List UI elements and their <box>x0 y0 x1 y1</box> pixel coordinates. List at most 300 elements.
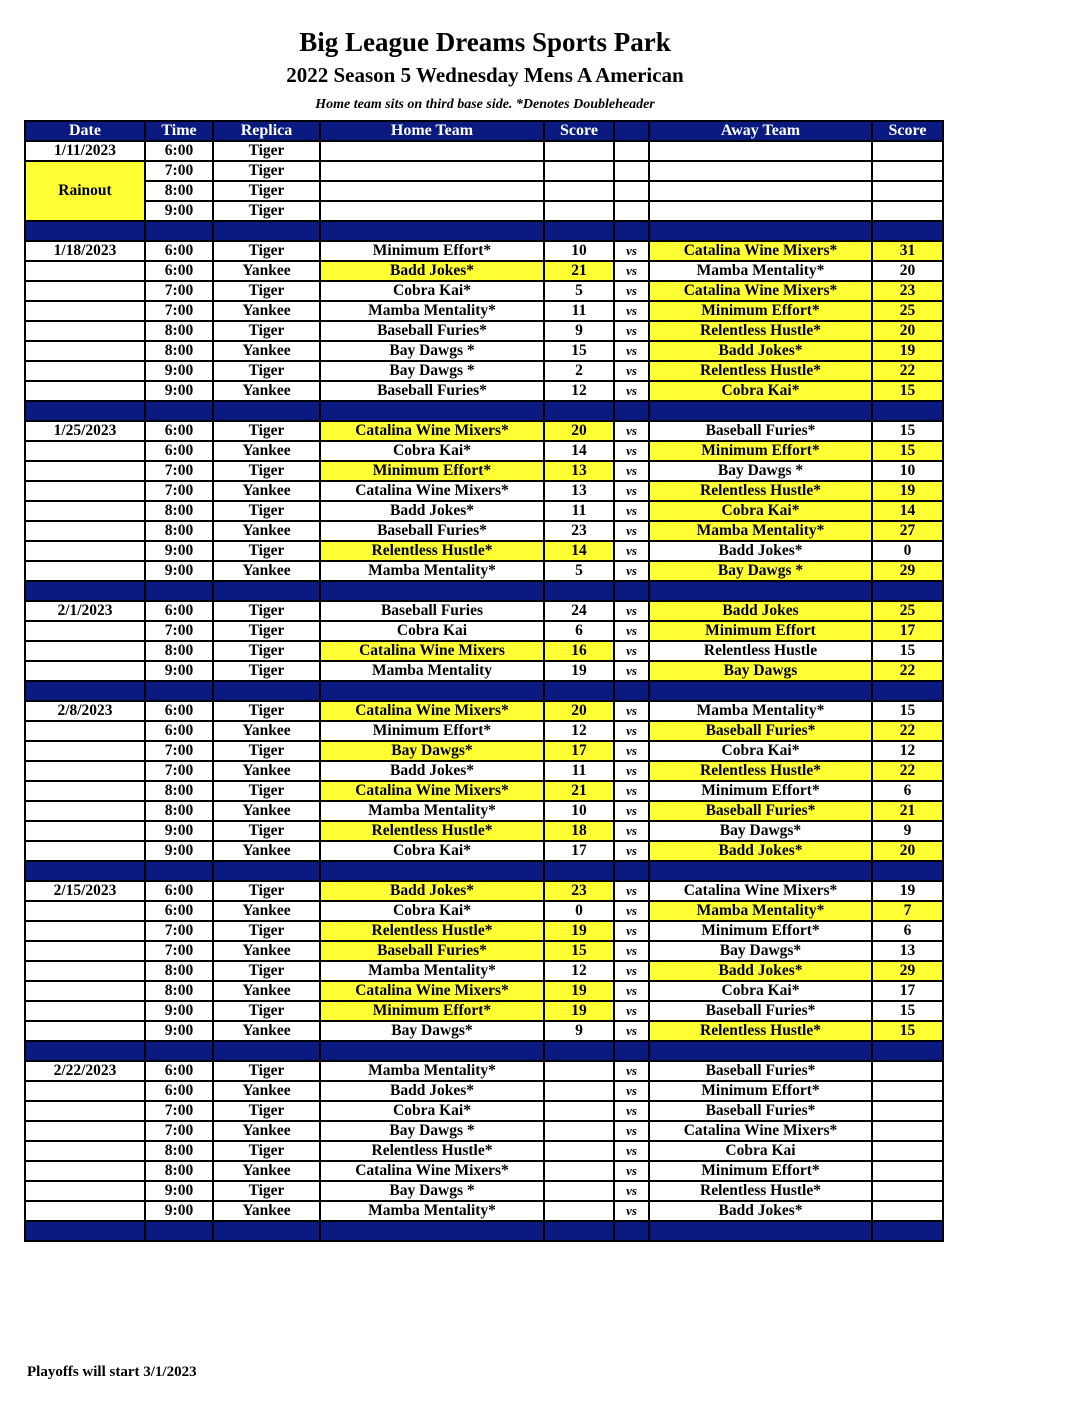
page-note: Home team sits on third base side. *Denotes Doubleheader <box>315 97 655 112</box>
vs-cell: vs <box>614 481 649 501</box>
away-score-cell <box>872 201 943 221</box>
home-team-cell: Bay Dawgs* <box>320 1021 544 1041</box>
away-score-cell: 12 <box>872 741 943 761</box>
home-score-cell: 12 <box>544 381 614 401</box>
table-row <box>25 481 943 501</box>
home-team-cell: Badd Jokes* <box>320 501 544 521</box>
home-score-cell: 16 <box>544 641 614 661</box>
date-cell <box>25 461 145 481</box>
away-score-cell <box>872 1121 943 1141</box>
away-team-cell: Baseball Furies* <box>649 721 872 741</box>
vs-cell: vs <box>614 1141 649 1161</box>
time-cell: 8:00 <box>145 521 213 541</box>
away-team-cell: Minimum Effort* <box>649 781 872 801</box>
date-cell: 1/18/2023 <box>25 241 145 261</box>
away-score-cell <box>872 1181 943 1201</box>
time-cell: 8:00 <box>145 501 213 521</box>
separator-cell <box>145 1041 213 1061</box>
separator-cell <box>145 581 213 601</box>
away-score-cell: 7 <box>872 901 943 921</box>
time-cell: 9:00 <box>145 201 213 221</box>
away-team-cell: Minimum Effort <box>649 621 872 641</box>
away-team-cell: Bay Dawgs* <box>649 821 872 841</box>
separator-cell <box>25 1041 145 1061</box>
vs-cell: vs <box>614 661 649 681</box>
separator-cell <box>544 221 614 241</box>
table-row <box>25 501 943 521</box>
table-row <box>25 881 943 901</box>
table-row <box>25 1021 943 1041</box>
away-score-cell <box>872 1081 943 1101</box>
table-row <box>25 841 943 861</box>
time-cell: 7:00 <box>145 621 213 641</box>
home-score-cell: 17 <box>544 841 614 861</box>
away-team-cell: Cobra Kai* <box>649 741 872 761</box>
home-team-cell <box>320 141 544 161</box>
home-team-cell <box>320 161 544 181</box>
table-row <box>25 261 943 281</box>
time-cell: 8:00 <box>145 341 213 361</box>
separator-cell <box>544 1221 614 1241</box>
away-score-cell: 13 <box>872 941 943 961</box>
separator-cell <box>320 681 544 701</box>
table-row <box>25 1161 943 1181</box>
separator-cell <box>320 1041 544 1061</box>
replica-cell: Yankee <box>213 1081 320 1101</box>
separator-cell <box>614 1221 649 1241</box>
vs-cell: vs <box>614 801 649 821</box>
home-team-cell: Bay Dawgs * <box>320 1121 544 1141</box>
separator-cell <box>649 401 872 421</box>
away-team-cell: Mamba Mentality* <box>649 261 872 281</box>
table-row <box>25 1101 943 1121</box>
time-cell: 7:00 <box>145 481 213 501</box>
date-cell <box>25 341 145 361</box>
time-cell: 8:00 <box>145 181 213 201</box>
home-score-cell: 13 <box>544 481 614 501</box>
home-team-cell: Mamba Mentality* <box>320 301 544 321</box>
replica-cell: Yankee <box>213 561 320 581</box>
replica-cell: Tiger <box>213 1181 320 1201</box>
home-team-cell: Minimum Effort* <box>320 1001 544 1021</box>
away-team-cell: Bay Dawgs * <box>649 461 872 481</box>
table-row <box>25 901 943 921</box>
away-score-cell: 15 <box>872 381 943 401</box>
away-score-cell <box>872 181 943 201</box>
replica-cell: Tiger <box>213 961 320 981</box>
table-row <box>25 721 943 741</box>
date-cell <box>25 1181 145 1201</box>
home-team-cell <box>320 201 544 221</box>
vs-cell: vs <box>614 541 649 561</box>
replica-cell: Yankee <box>213 1161 320 1181</box>
table-row <box>25 181 943 201</box>
vs-cell: vs <box>614 1201 649 1221</box>
vs-cell: vs <box>614 561 649 581</box>
away-team-cell: Minimum Effort* <box>649 921 872 941</box>
date-cell <box>25 1161 145 1181</box>
time-cell: 6:00 <box>145 421 213 441</box>
vs-cell: vs <box>614 921 649 941</box>
table-row <box>25 521 943 541</box>
replica-cell: Tiger <box>213 541 320 561</box>
header-row <box>25 121 943 141</box>
date-cell <box>25 321 145 341</box>
replica-cell: Yankee <box>213 801 320 821</box>
time-cell: 9:00 <box>145 841 213 861</box>
vs-cell: vs <box>614 981 649 1001</box>
vs-cell: vs <box>614 881 649 901</box>
away-score-cell <box>872 1161 943 1181</box>
away-score-cell: 25 <box>872 601 943 621</box>
time-cell: 6:00 <box>145 441 213 461</box>
table-row <box>25 281 943 301</box>
home-team-cell: Minimum Effort* <box>320 721 544 741</box>
table-row <box>25 621 943 641</box>
date-cell <box>25 921 145 941</box>
away-team-cell: Bay Dawgs* <box>649 941 872 961</box>
home-score-cell: 9 <box>544 321 614 341</box>
table-row <box>25 921 943 941</box>
vs-cell: vs <box>614 721 649 741</box>
date-cell: 2/22/2023 <box>25 1061 145 1081</box>
table-row <box>25 981 943 1001</box>
time-cell: 8:00 <box>145 961 213 981</box>
table-row <box>25 321 943 341</box>
home-score-cell: 0 <box>544 901 614 921</box>
away-team-cell: Catalina Wine Mixers* <box>649 241 872 261</box>
table-row <box>25 201 943 221</box>
vs-cell <box>614 141 649 161</box>
away-team-cell: Bay Dawgs <box>649 661 872 681</box>
date-cell <box>25 901 145 921</box>
date-cell <box>25 961 145 981</box>
away-score-cell: 19 <box>872 881 943 901</box>
home-team-cell: Catalina Wine Mixers* <box>320 701 544 721</box>
home-team-cell: Mamba Mentality* <box>320 1201 544 1221</box>
time-cell: 9:00 <box>145 821 213 841</box>
table-row <box>25 821 943 841</box>
separator-cell <box>320 581 544 601</box>
replica-cell: Tiger <box>213 741 320 761</box>
home-team-cell: Baseball Furies <box>320 601 544 621</box>
replica-cell: Tiger <box>213 821 320 841</box>
date-cell <box>25 1101 145 1121</box>
away-team-cell: Relentless Hustle* <box>649 1181 872 1201</box>
separator-cell <box>213 681 320 701</box>
away-team-cell: Baseball Furies* <box>649 421 872 441</box>
table-row <box>25 301 943 321</box>
separator-cell <box>213 1221 320 1241</box>
col-header-vs <box>614 121 649 141</box>
separator-cell <box>614 861 649 881</box>
table-row <box>25 801 943 821</box>
home-team-cell: Mamba Mentality* <box>320 1061 544 1081</box>
away-team-cell: Mamba Mentality* <box>649 901 872 921</box>
vs-cell: vs <box>614 841 649 861</box>
table-row <box>25 341 943 361</box>
away-score-cell: 25 <box>872 301 943 321</box>
away-score-cell: 20 <box>872 321 943 341</box>
separator-cell <box>25 681 145 701</box>
time-cell: 9:00 <box>145 561 213 581</box>
date-cell <box>25 641 145 661</box>
home-score-cell: 12 <box>544 721 614 741</box>
home-team-cell: Cobra Kai* <box>320 281 544 301</box>
home-score-cell <box>544 1161 614 1181</box>
time-cell: 7:00 <box>145 921 213 941</box>
home-score-cell: 21 <box>544 261 614 281</box>
date-cell: 2/1/2023 <box>25 601 145 621</box>
date-cell <box>25 441 145 461</box>
time-cell: 6:00 <box>145 601 213 621</box>
home-team-cell: Bay Dawgs * <box>320 1181 544 1201</box>
away-team-cell: Badd Jokes* <box>649 841 872 861</box>
time-cell: 7:00 <box>145 1121 213 1141</box>
schedule-table <box>24 120 944 1242</box>
col-header-time: Time <box>145 121 213 141</box>
away-score-cell: 15 <box>872 701 943 721</box>
time-cell: 8:00 <box>145 1161 213 1181</box>
vs-cell: vs <box>614 1121 649 1141</box>
time-cell: 8:00 <box>145 781 213 801</box>
home-score-cell: 21 <box>544 781 614 801</box>
vs-cell: vs <box>614 301 649 321</box>
away-score-cell: 31 <box>872 241 943 261</box>
date-cell <box>25 621 145 641</box>
time-cell: 6:00 <box>145 721 213 741</box>
time-cell: 9:00 <box>145 1201 213 1221</box>
vs-cell: vs <box>614 521 649 541</box>
away-team-cell: Cobra Kai* <box>649 501 872 521</box>
time-cell: 8:00 <box>145 801 213 821</box>
separator-cell <box>320 861 544 881</box>
separator-cell <box>614 681 649 701</box>
time-cell: 8:00 <box>145 641 213 661</box>
vs-cell: vs <box>614 381 649 401</box>
time-cell: 7:00 <box>145 301 213 321</box>
table-row <box>25 941 943 961</box>
separator-cell <box>649 681 872 701</box>
home-team-cell: Bay Dawgs * <box>320 341 544 361</box>
separator-cell <box>25 1221 145 1241</box>
home-team-cell: Mamba Mentality <box>320 661 544 681</box>
away-score-cell <box>872 1061 943 1081</box>
away-team-cell: Relentless Hustle <box>649 641 872 661</box>
away-team-cell: Badd Jokes* <box>649 541 872 561</box>
table-row <box>25 1141 943 1161</box>
separator-cell <box>544 401 614 421</box>
home-team-cell: Catalina Wine Mixers* <box>320 781 544 801</box>
replica-cell: Tiger <box>213 921 320 941</box>
time-cell: 9:00 <box>145 1001 213 1021</box>
home-team-cell: Badd Jokes* <box>320 261 544 281</box>
week-separator <box>25 1221 943 1241</box>
separator-cell <box>145 1221 213 1241</box>
separator-cell <box>649 1221 872 1241</box>
home-score-cell <box>544 1101 614 1121</box>
home-team-cell: Minimum Effort* <box>320 461 544 481</box>
replica-cell: Tiger <box>213 701 320 721</box>
table-row <box>25 641 943 661</box>
date-cell <box>25 1021 145 1041</box>
col-header-home-score: Score <box>544 121 614 141</box>
time-cell: 6:00 <box>145 881 213 901</box>
time-cell: 9:00 <box>145 541 213 561</box>
date-cell <box>25 801 145 821</box>
home-score-cell: 23 <box>544 521 614 541</box>
separator-cell <box>213 221 320 241</box>
replica-cell: Tiger <box>213 241 320 261</box>
home-score-cell <box>544 141 614 161</box>
separator-cell <box>649 581 872 601</box>
away-score-cell: 29 <box>872 561 943 581</box>
date-cell <box>25 661 145 681</box>
home-team-cell: Bay Dawgs * <box>320 361 544 381</box>
away-team-cell: Cobra Kai* <box>649 381 872 401</box>
vs-cell: vs <box>614 261 649 281</box>
home-score-cell <box>544 181 614 201</box>
table-row <box>25 161 943 181</box>
page-title: Big League Dreams Sports Park <box>299 27 671 57</box>
schedule-body <box>25 141 943 1241</box>
replica-cell: Yankee <box>213 901 320 921</box>
home-score-cell: 15 <box>544 341 614 361</box>
date-cell <box>25 541 145 561</box>
table-row <box>25 461 943 481</box>
replica-cell: Tiger <box>213 881 320 901</box>
home-team-cell: Cobra Kai* <box>320 1101 544 1121</box>
vs-cell: vs <box>614 1021 649 1041</box>
away-score-cell: 17 <box>872 621 943 641</box>
separator-cell <box>872 861 943 881</box>
away-score-cell: 0 <box>872 541 943 561</box>
home-team-cell: Minimum Effort* <box>320 241 544 261</box>
separator-cell <box>320 221 544 241</box>
vs-cell: vs <box>614 821 649 841</box>
date-cell <box>25 1141 145 1161</box>
away-score-cell: 9 <box>872 821 943 841</box>
vs-cell: vs <box>614 701 649 721</box>
home-score-cell <box>544 1081 614 1101</box>
separator-cell <box>213 581 320 601</box>
time-cell: 7:00 <box>145 941 213 961</box>
replica-cell: Tiger <box>213 501 320 521</box>
home-score-cell: 19 <box>544 1001 614 1021</box>
separator-cell <box>872 1041 943 1061</box>
away-team-cell: Cobra Kai <box>649 1141 872 1161</box>
replica-cell: Tiger <box>213 781 320 801</box>
replica-cell: Yankee <box>213 841 320 861</box>
vs-cell: vs <box>614 341 649 361</box>
separator-cell <box>145 861 213 881</box>
vs-cell <box>614 161 649 181</box>
away-team-cell: Relentless Hustle* <box>649 1021 872 1041</box>
away-score-cell: 27 <box>872 521 943 541</box>
home-team-cell: Cobra Kai <box>320 621 544 641</box>
separator-cell <box>544 581 614 601</box>
date-cell: 1/11/2023 <box>25 141 145 161</box>
home-score-cell: 11 <box>544 761 614 781</box>
date-cell <box>25 501 145 521</box>
date-cell <box>25 521 145 541</box>
home-team-cell: Relentless Hustle* <box>320 1141 544 1161</box>
away-team-cell: Baseball Furies* <box>649 1061 872 1081</box>
home-team-cell: Cobra Kai* <box>320 441 544 461</box>
replica-cell: Tiger <box>213 181 320 201</box>
home-team-cell: Catalina Wine Mixers <box>320 641 544 661</box>
separator-cell <box>614 1041 649 1061</box>
replica-cell: Tiger <box>213 661 320 681</box>
replica-cell: Yankee <box>213 981 320 1001</box>
table-row <box>25 1061 943 1081</box>
home-team-cell: Mamba Mentality* <box>320 801 544 821</box>
home-score-cell: 19 <box>544 661 614 681</box>
date-cell <box>25 381 145 401</box>
separator-cell <box>872 581 943 601</box>
replica-cell: Tiger <box>213 421 320 441</box>
replica-cell: Tiger <box>213 281 320 301</box>
date-cell <box>25 1201 145 1221</box>
separator-cell <box>649 861 872 881</box>
home-score-cell: 23 <box>544 881 614 901</box>
away-team-cell: Catalina Wine Mixers* <box>649 881 872 901</box>
home-score-cell: 18 <box>544 821 614 841</box>
away-score-cell: 29 <box>872 961 943 981</box>
table-row <box>25 741 943 761</box>
replica-cell: Yankee <box>213 1121 320 1141</box>
replica-cell: Tiger <box>213 1001 320 1021</box>
time-cell: 6:00 <box>145 701 213 721</box>
away-team-cell: Relentless Hustle* <box>649 761 872 781</box>
vs-cell: vs <box>614 1181 649 1201</box>
home-score-cell: 5 <box>544 561 614 581</box>
separator-cell <box>25 221 145 241</box>
week-separator <box>25 1041 943 1061</box>
away-team-cell: Baseball Furies* <box>649 801 872 821</box>
home-score-cell: 19 <box>544 981 614 1001</box>
separator-cell <box>872 1221 943 1241</box>
time-cell: 8:00 <box>145 1141 213 1161</box>
away-team-cell: Minimum Effort* <box>649 1081 872 1101</box>
vs-cell: vs <box>614 241 649 261</box>
time-cell: 9:00 <box>145 381 213 401</box>
home-score-cell: 11 <box>544 301 614 321</box>
page-subtitle: 2022 Season 5 Wednesday Mens A American <box>286 63 684 87</box>
separator-cell <box>320 401 544 421</box>
away-score-cell: 15 <box>872 641 943 661</box>
away-team-cell <box>649 181 872 201</box>
replica-cell: Tiger <box>213 641 320 661</box>
vs-cell <box>614 201 649 221</box>
away-team-cell: Badd Jokes <box>649 601 872 621</box>
replica-cell: Yankee <box>213 481 320 501</box>
date-cell <box>25 1121 145 1141</box>
time-cell: 6:00 <box>145 241 213 261</box>
home-score-cell: 15 <box>544 941 614 961</box>
table-row <box>25 141 943 161</box>
replica-cell: Yankee <box>213 521 320 541</box>
date-cell <box>25 721 145 741</box>
home-team-cell: Bay Dawgs* <box>320 741 544 761</box>
home-score-cell <box>544 1121 614 1141</box>
away-team-cell: Relentless Hustle* <box>649 321 872 341</box>
home-score-cell: 24 <box>544 601 614 621</box>
away-team-cell: Minimum Effort* <box>649 301 872 321</box>
away-team-cell <box>649 201 872 221</box>
home-score-cell: 12 <box>544 961 614 981</box>
away-team-cell <box>649 141 872 161</box>
